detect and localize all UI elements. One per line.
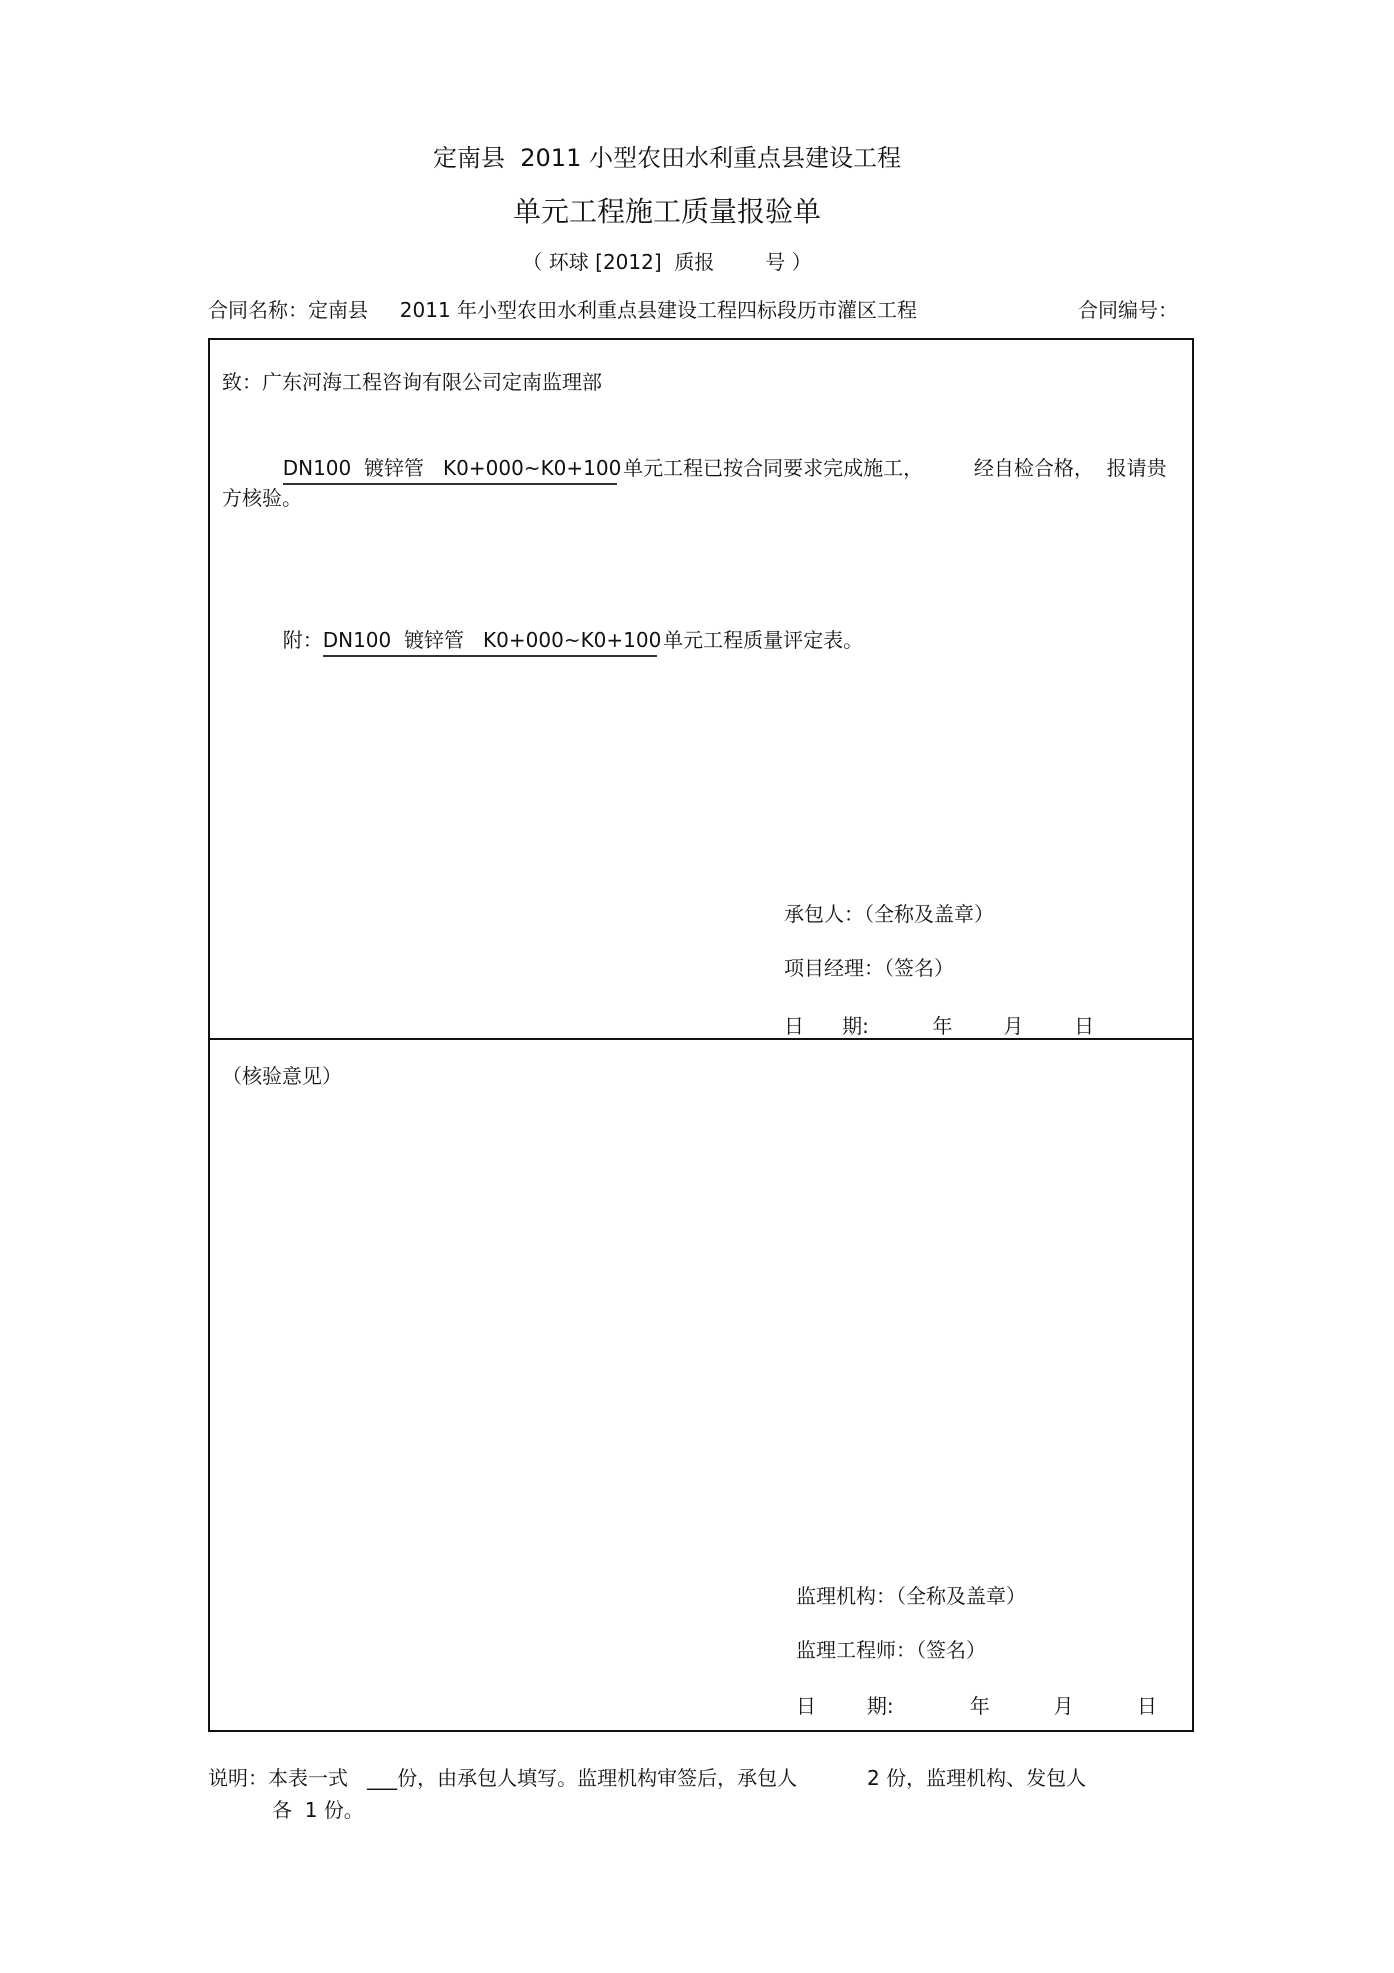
note-line1: 说明：本表一式 ___份，由承包人填写。监理机构审签后，承包人 2 份，监理机构、发包人 (208, 1766, 1087, 1790)
contractor-label: 承包人：（全称及盖章） (784, 902, 994, 926)
contract-row (208, 294, 1178, 324)
document-title: 定南县 2011 小型农田水利重点县建设工程 (433, 144, 901, 172)
attachment-prefix: 附： (282, 628, 323, 652)
attachment-line (270, 600, 863, 657)
attachment-suffix: 单元工程质量评定表。 (656, 628, 864, 652)
supervisor-date: 日 期: 年 月 日 (796, 1694, 1158, 1718)
form-title: 单元工程施工质量报验单 (512, 195, 821, 228)
addressee: 致：广东河海工程咨询有限公司定南监理部 (222, 370, 602, 394)
review-opinion-label: （核验意见） (222, 1064, 342, 1088)
unit-item-field: DN100 镀锌管 K0+000~K0+100 (283, 452, 617, 485)
supervisor-org-label: 监理机构：（全称及盖章） (796, 1584, 1026, 1608)
attachment-item-field: DN100 镀锌管 K0+000~K0+100 (323, 624, 657, 657)
form-number: （ 环球 [2012] 质报 号 ） (522, 250, 812, 274)
contract-number-label: 合同编号： (1078, 298, 1178, 322)
report-body-line2: 方核验。 (222, 486, 302, 510)
contract-name: 合同名称：定南县 2011 年小型农田水利重点县建设工程四标段历市灌区工程 (208, 298, 918, 322)
report-body-text: 单元工程已按合同要求完成施工， 经自检合格， 报请贵 (616, 456, 1167, 480)
contractor-date: 日 期: 年 月 日 (784, 1014, 1095, 1038)
project-manager-label: 项目经理：（签名） (784, 956, 954, 980)
report-body-line1 (270, 428, 1167, 485)
supervising-engineer-label: 监理工程师：（签名） (796, 1638, 986, 1662)
note-line2: 各 1 份。 (272, 1798, 364, 1822)
